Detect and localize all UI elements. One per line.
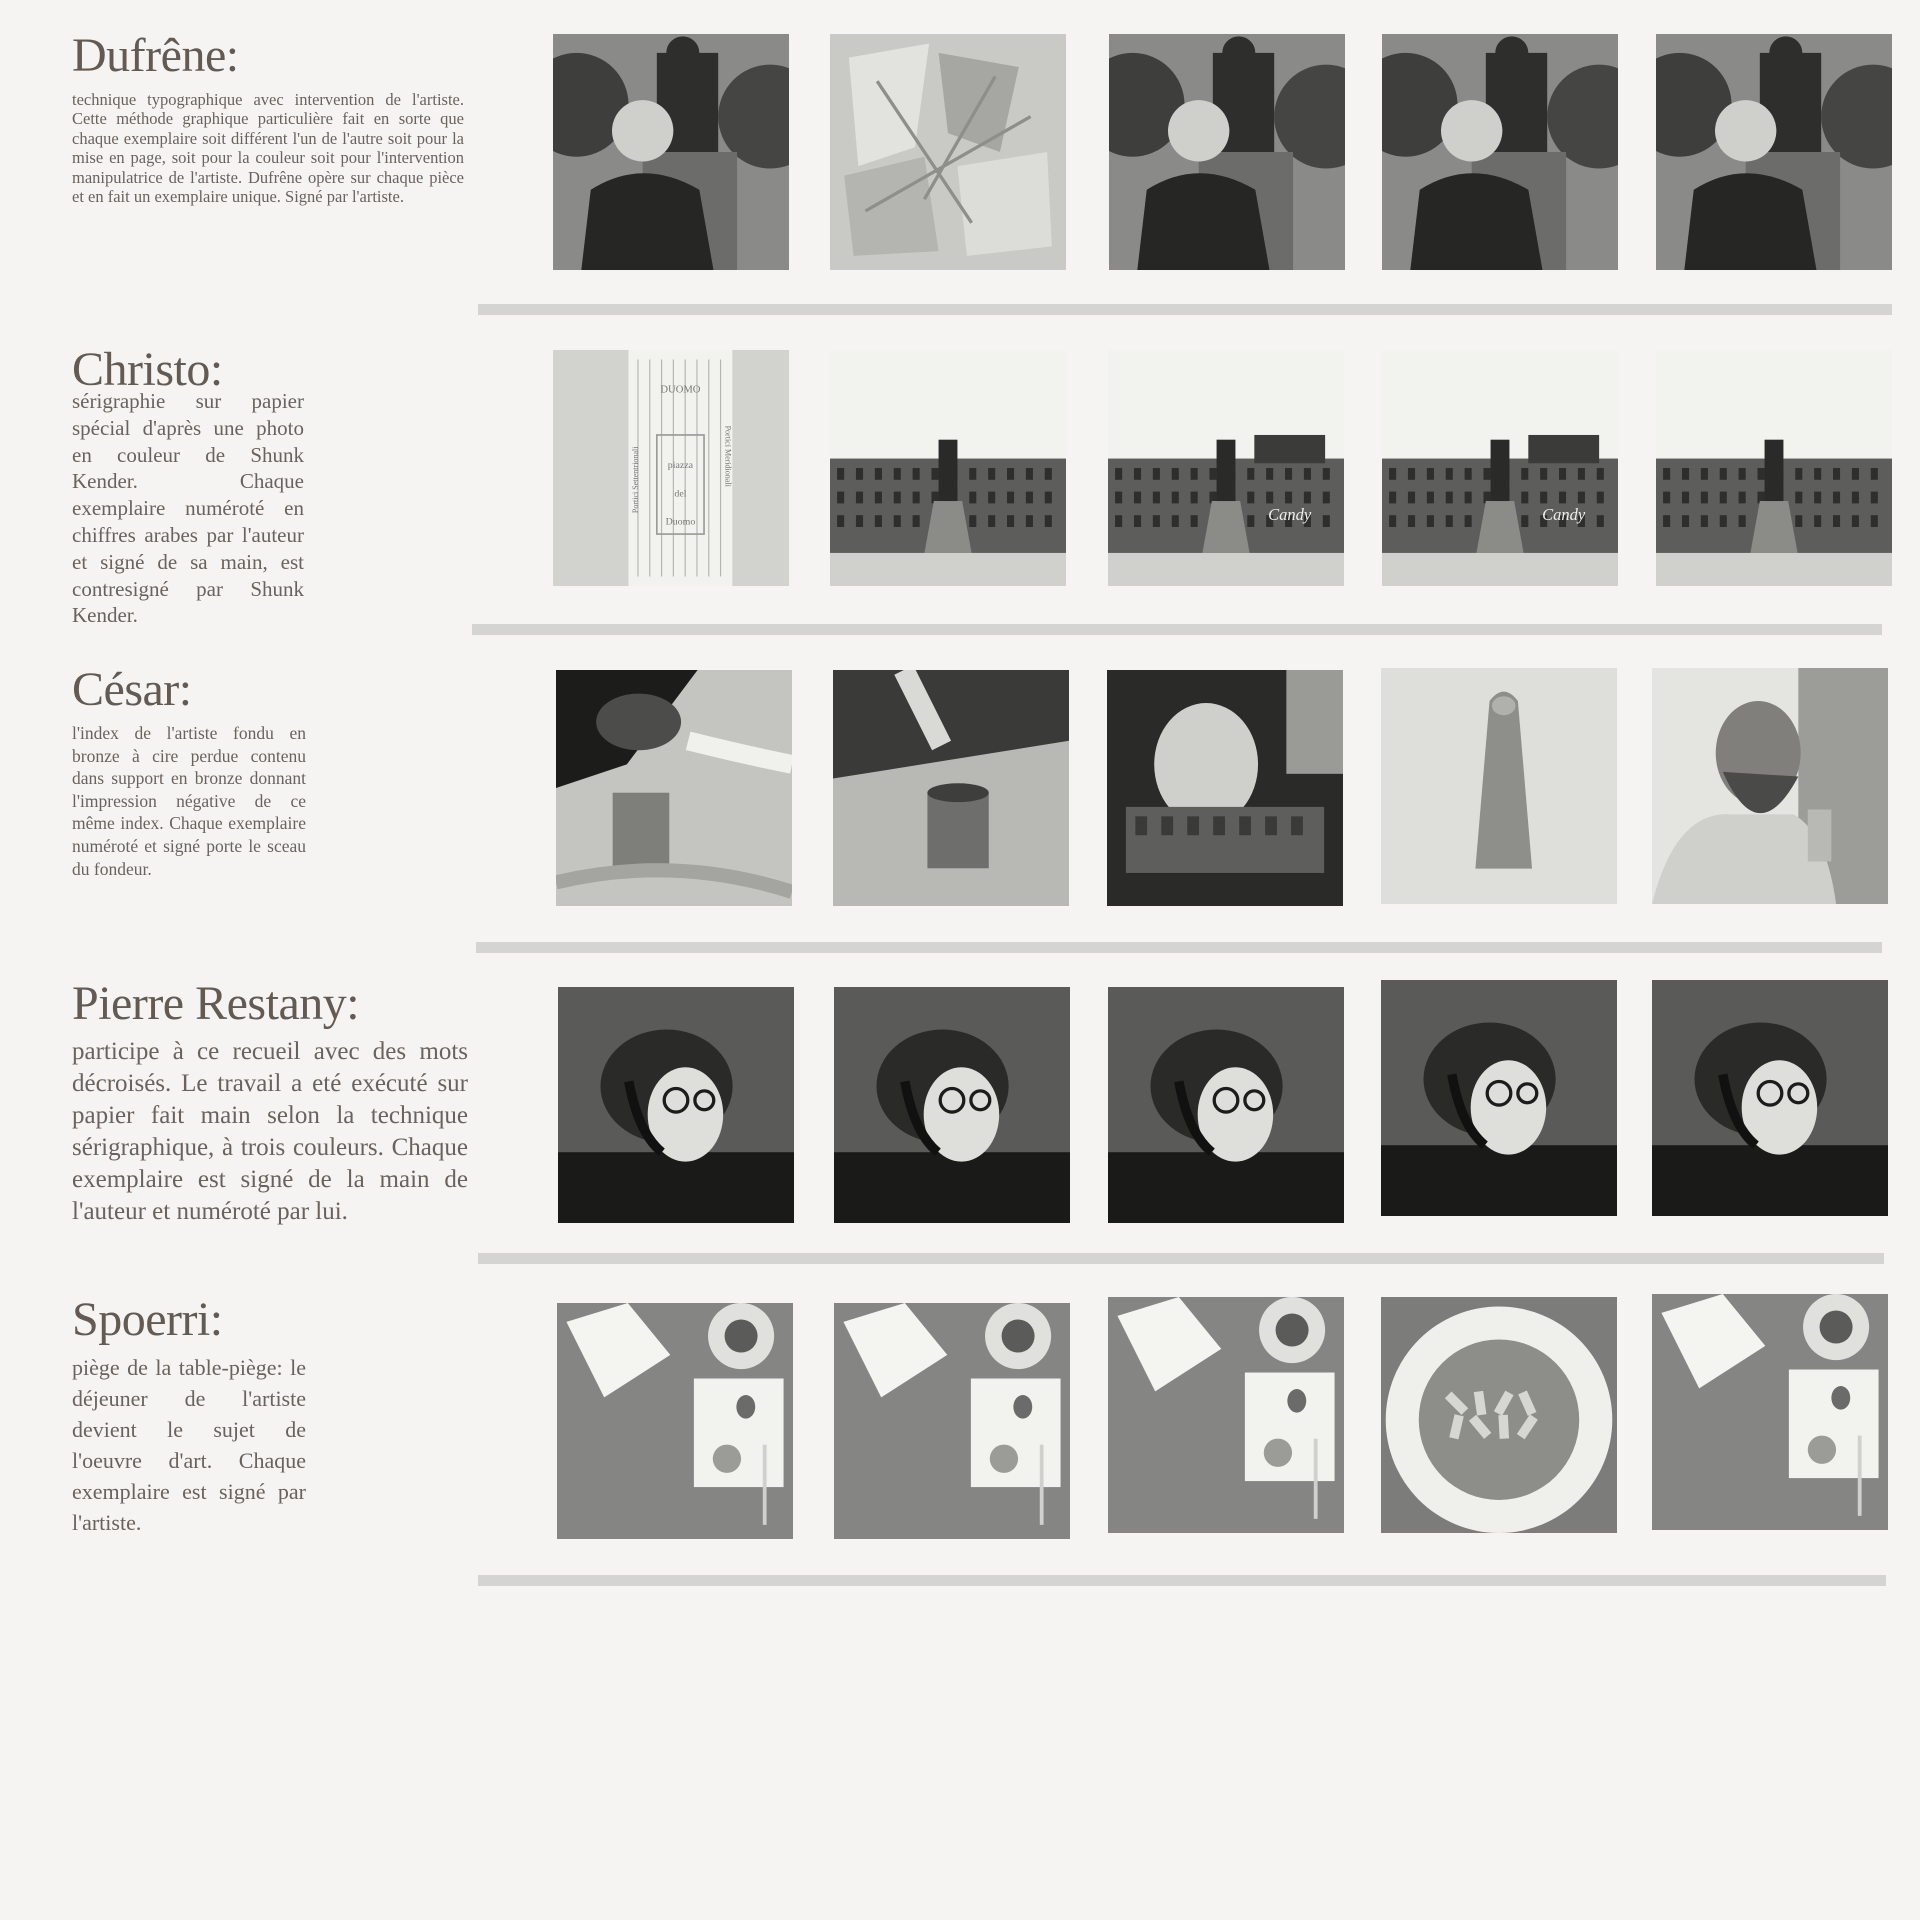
restany-portrait xyxy=(1381,980,1617,1216)
breakfast-table-photo xyxy=(834,1303,1070,1539)
portrait-statue-photo xyxy=(553,34,789,270)
dark-shirt xyxy=(834,1152,1070,1223)
artist-description: piège de la table-piège: le déjeuner de l'artiste devient le sujet de l'oeuvre d'art. Chaque exemplaire est signé par l'artiste. xyxy=(72,1355,306,1535)
egg-cup xyxy=(990,1445,1018,1473)
paper-napkin xyxy=(971,1379,1061,1488)
map-label: DUOMO xyxy=(660,384,701,396)
breakfast-table-photo-thumbnail xyxy=(1652,1294,1888,1530)
equestrian-statue xyxy=(939,440,958,501)
portrait-statue-photo-thumbnail xyxy=(1382,34,1618,270)
restany-portrait-thumbnail xyxy=(1108,987,1344,1223)
restany-portrait-thumbnail xyxy=(558,987,794,1223)
artist-description: participe à ce recueil avec des mots décroisés. Le travail a eté exécuté sur papier fait main selon la technique sérigraphique, à trois couleurs. Chaque exemplaire est signé de la main de l'auteur et numéroté par lui. xyxy=(72,1038,468,1225)
artist-description: sérigraphie sur papier spécial d'après une photo en couleur de Shunk Kender. Chaque exemplaire numéroté en chiffres arabes par l'auteur et signé de sa main, est contresigné par Shunk Kender. xyxy=(72,389,304,628)
pouring-bronze-photo xyxy=(556,670,792,906)
piazza-duomo-photo xyxy=(1108,350,1344,586)
dark-shirt xyxy=(1652,1145,1888,1216)
artist-text-column xyxy=(72,29,464,207)
egg-cup xyxy=(1808,1436,1836,1464)
candy-sign: Candy xyxy=(1268,504,1312,524)
artist-text-column xyxy=(72,1293,306,1538)
ashtray-plate-photo-thumbnail xyxy=(1381,1297,1617,1533)
artist-text-column xyxy=(72,343,304,629)
hand xyxy=(1808,810,1832,862)
restany-portrait-thumbnail xyxy=(1381,980,1617,1216)
cigarette-butt xyxy=(1498,1415,1509,1439)
dark-shirt xyxy=(558,1152,794,1223)
section-divider xyxy=(476,942,1882,953)
face xyxy=(1441,100,1502,161)
restany-portrait xyxy=(1108,987,1344,1223)
casting-mold-photo xyxy=(833,670,1069,906)
breakfast-table-photo xyxy=(557,1303,793,1539)
portrait-statue-photo xyxy=(1382,34,1618,270)
foundry-furnace-photo xyxy=(1107,670,1343,906)
pouring-bronze-photo-thumbnail xyxy=(556,670,792,906)
fingernail xyxy=(1492,696,1516,715)
torn-poster-collage xyxy=(830,34,1066,270)
restany-portrait-thumbnail xyxy=(834,987,1070,1223)
breakfast-table-photo xyxy=(1652,1294,1888,1530)
creamer xyxy=(1013,1395,1032,1419)
coffee-cup xyxy=(1276,1314,1309,1347)
creamer xyxy=(1287,1389,1306,1413)
artist-name: Christo: xyxy=(72,343,223,396)
creamer xyxy=(1831,1386,1850,1410)
billboard xyxy=(1528,435,1599,463)
bearded-artist-portrait-thumbnail xyxy=(1652,668,1888,904)
piazza-ground xyxy=(1382,553,1618,586)
artist-text-column xyxy=(72,977,468,1228)
piazza-ground xyxy=(1656,553,1892,586)
artist-name: Pierre Restany: xyxy=(72,977,360,1030)
map-label: piazza xyxy=(667,460,694,471)
jacket xyxy=(1684,173,1816,270)
foundry-furnace-photo-thumbnail xyxy=(1107,670,1343,906)
restany-portrait xyxy=(1652,980,1888,1216)
artist-description: technique typographique avec intervention de l'artiste. Cette méthode graphique particulière fait en sorte que chaque exemplaire soit différent l'un de l'autre soit pour la mise en page, soit pour la couleur soit pour l'intervention manipulatrice de l'artiste. Dufrêne opère sur chaque pièce et en fait un exemplaire unique. Signé par l'artiste. xyxy=(72,90,464,207)
bronze-finger-sculpture xyxy=(1381,668,1617,904)
creamer xyxy=(736,1395,755,1419)
restany-portrait xyxy=(834,987,1070,1223)
paper-napkin xyxy=(1789,1370,1879,1479)
map-label: Duomo xyxy=(665,516,696,528)
piazza-map-print xyxy=(553,350,789,586)
piazza-map-print-thumbnail xyxy=(553,350,789,586)
portrait-statue-photo-thumbnail xyxy=(1656,34,1892,270)
equestrian-statue xyxy=(1217,440,1236,501)
face xyxy=(612,100,673,161)
artist-description: l'index de l'artiste fondu en bronze à cire perdue contenu dans support en bronze donnant l'impression négative de ce même index. Chaque exemplaire numéroté et signé porte le sceau du fondeur. xyxy=(72,723,306,879)
piazza-ground xyxy=(830,553,1066,586)
breakfast-table-photo-thumbnail xyxy=(1108,1297,1344,1533)
artist-name: Dufrêne: xyxy=(72,29,239,82)
piazza-ground xyxy=(1108,553,1344,586)
coffee-cup xyxy=(725,1320,758,1353)
section-divider xyxy=(478,304,1892,315)
section-divider xyxy=(478,1253,1884,1264)
section-divider xyxy=(478,1575,1886,1586)
worker xyxy=(1286,670,1343,774)
candy-sign: Candy xyxy=(1542,504,1586,524)
piazza-duomo-photo xyxy=(1382,350,1618,586)
equestrian-statue xyxy=(1491,440,1510,501)
coffee-cup xyxy=(1820,1311,1853,1344)
artist-text-column xyxy=(72,663,306,880)
dark-shirt xyxy=(1381,1145,1617,1216)
breakfast-table-photo-thumbnail xyxy=(557,1303,793,1539)
map-label: Portici Meridionali xyxy=(723,425,733,487)
piazza-duomo-photo xyxy=(1656,350,1892,586)
restany-portrait xyxy=(558,987,794,1223)
piazza-duomo-photo-thumbnail xyxy=(1108,350,1344,586)
face xyxy=(1168,100,1229,161)
jacket xyxy=(581,173,713,270)
artist-name: Spoerri: xyxy=(72,1293,223,1346)
torn-paper xyxy=(957,152,1051,256)
breakfast-table-photo xyxy=(1108,1297,1344,1533)
egg-cup xyxy=(713,1445,741,1473)
portrait-statue-photo-thumbnail xyxy=(553,34,789,270)
crucible xyxy=(596,694,681,751)
breakfast-table-photo-thumbnail xyxy=(834,1303,1070,1539)
map-label: del xyxy=(674,488,687,500)
restany-portrait-thumbnail xyxy=(1652,980,1888,1216)
jacket xyxy=(1137,173,1269,270)
coffee-cup xyxy=(1002,1320,1035,1353)
piazza-duomo-photo-thumbnail xyxy=(830,350,1066,586)
jacket xyxy=(1410,173,1542,270)
face xyxy=(1715,100,1776,161)
dark-shirt xyxy=(1108,1152,1344,1223)
piazza-duomo-photo-thumbnail xyxy=(1382,350,1618,586)
paper-napkin xyxy=(694,1379,784,1488)
portrait-statue-photo xyxy=(1109,34,1345,270)
metal-can xyxy=(613,793,670,869)
map-label: Portici Settentrionali xyxy=(630,446,640,514)
piazza-duomo-photo xyxy=(830,350,1066,586)
paper-napkin xyxy=(1245,1373,1335,1482)
torn-poster-collage-thumbnail xyxy=(830,34,1066,270)
portrait-statue-photo-thumbnail xyxy=(1109,34,1345,270)
artist-name: César: xyxy=(72,663,192,716)
equestrian-statue xyxy=(1765,440,1784,501)
bearded-artist-portrait xyxy=(1652,668,1888,904)
section-divider xyxy=(472,624,1882,635)
metal-can xyxy=(927,793,988,869)
billboard xyxy=(1254,435,1325,463)
egg-cup xyxy=(1264,1439,1292,1467)
piazza-duomo-photo-thumbnail xyxy=(1656,350,1892,586)
casting-mold-photo-thumbnail xyxy=(833,670,1069,906)
ashtray-plate-photo xyxy=(1381,1297,1617,1533)
portrait-statue-photo xyxy=(1656,34,1892,270)
bronze-finger-sculpture-thumbnail xyxy=(1381,668,1617,904)
